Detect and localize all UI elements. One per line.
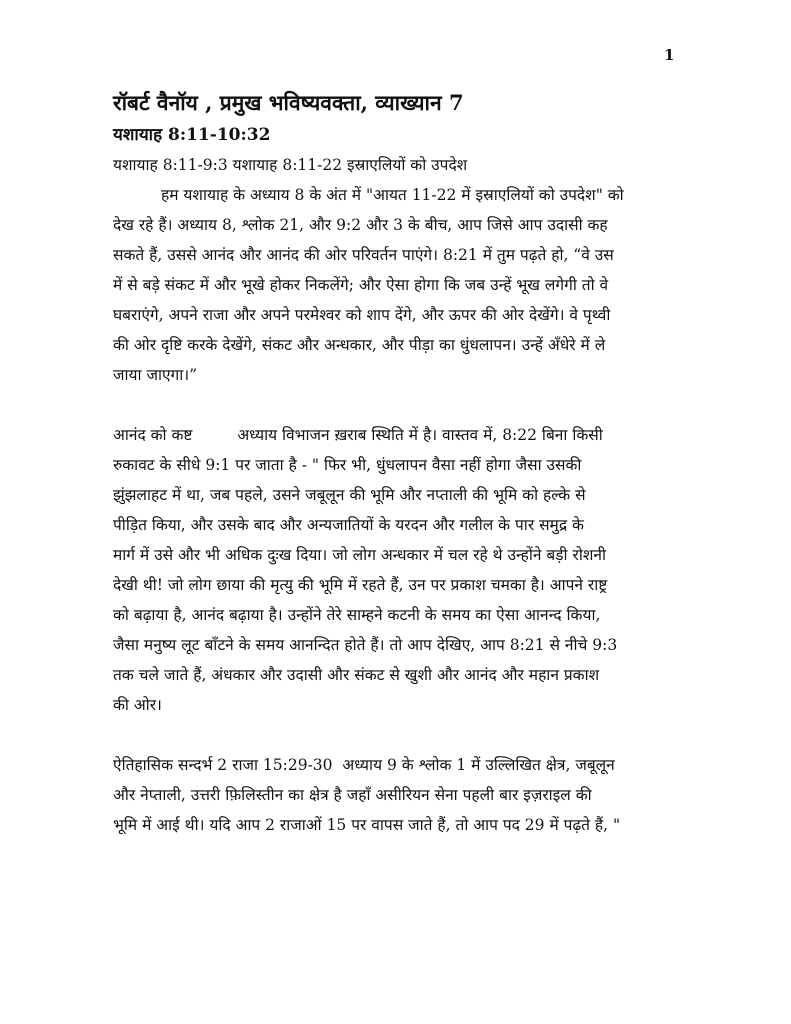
paragraph-text: अध्याय विभाजन ख़राब स्थिति में है। वास्तव में, 8:22 बिना किसी [237, 426, 603, 444]
paragraph-line: सकते हैं, उससे आनंद और आनंद की ओर परिवर्तन पाएंगे। 8:21 में तुम पढ़ते हो, “वे उस [113, 246, 614, 264]
paragraph-line [113, 750, 688, 780]
section-historical-context [113, 750, 688, 840]
spacer [113, 720, 688, 750]
paragraph-text: अध्याय 9 के श्लोक 1 में उल्लिखित क्षेत्र, जबूलून [342, 756, 615, 774]
paragraph-line: देखी थी! जो लोग छाया की मृत्यु की भूमि में रहते हैं, उन पर प्रकाश चमका है। आपने राष्ट्र [113, 576, 608, 594]
paragraph-line: घबराएंगे, अपने राजा और अपने परमेश्वर को शाप देंगे, और ऊपर की ओर देखेंगे। वे पृथ्वी [113, 306, 611, 324]
paragraph-line: जैसा मनुष्य लूट बाँटने के समय आनन्दित होते हैं। तो आप देखिए, आप 8:21 से नीचे 9:3 [113, 636, 618, 654]
paragraph-line: मार्ग में उसे और भी अधिक दुःख दिया। जो लोग अन्धकार में चल रहे थे उन्होंने बड़ी रोशनी [113, 546, 607, 564]
section-heading: यशायाह 8:11-9:3 यशायाह 8:11-22 इस्राएलियों को उपदेश [113, 156, 468, 174]
paragraph-line [113, 420, 688, 450]
paragraph-line: और नेप्ताली, उत्तरी फ़िलिस्तीन का क्षेत्र है जहाँ असीरियन सेना पहली बार इज़राइल की [113, 786, 592, 804]
paragraph-line: की ओर दृष्टि करके देखेंगे, संकट और अन्धकार, और पीड़ा का धुंधलापन। उन्हें अँधेरे में ले [113, 336, 606, 354]
section-distress-to-joy [113, 420, 688, 720]
paragraph-line: देख रहे हैं। अध्याय 8, श्लोक 21, और 9:2 और 3 के बीच, आप जिसे आप उदासी कह [113, 216, 608, 234]
section-exhortation [113, 150, 688, 390]
paragraph-line: जाया जाएगा।” [113, 366, 198, 384]
scripture-reference: यशायाह 8:11-10:32 [113, 125, 271, 145]
section-heading: ऐतिहासिक सन्दर्भ 2 राजा 15:29-30 [113, 756, 333, 774]
paragraph-line: झुंझलाहट में था, जब पहले, उसने जबूलून की भूमि और नप्ताली की भूमि को हल्के से [113, 486, 586, 504]
paragraph-line: को बढ़ाया है, आनंद बढ़ाया है। उन्होंने तेरे साम्हने कटनी के समय का ऐसा आनन्द किया, [113, 606, 601, 624]
paragraph-line: की ओर। [113, 696, 162, 714]
paragraph-line: पीड़ित किया, और उसके बाद और अन्यजातियों के यरदन और गलील के पार समुद्र के [113, 516, 584, 534]
paragraph-line: में से बड़े संकट में और भूखे होकर निकलेंगे; और ऐसा होगा कि जब उन्हें भूख लगेगी तो वे [113, 276, 609, 294]
document-body [113, 86, 688, 840]
paragraph-line: भूमि में आई थी। यदि आप 2 राजाओं 15 पर वापस जाते हैं, तो आप पद 29 में पढ़ते हैं, " [113, 816, 621, 834]
document-title: रॉबर्ट वैनॉय , प्रमुख भविष्यवक्ता, व्याख्यान 7 [113, 90, 464, 115]
section-heading: आनंद को कष्ट [113, 426, 193, 444]
paragraph-line: तक चले जाते हैं, अंधकार और उदासी और संकट से खुशी और आनंद और महान प्रकाश [113, 666, 600, 684]
spacer [113, 390, 688, 420]
paragraph-line: हम यशायाह के अध्याय 8 के अंत में "आयत 11-22 में इस्राएलियों को उपदेश" को [161, 186, 624, 204]
paragraph-line: रुकावट के सीधे 9:1 पर जाता है - " फिर भी, धुंधलापन वैसा नहीं होगा जैसा उसकी [113, 456, 582, 474]
page-number: 1 [664, 46, 675, 64]
